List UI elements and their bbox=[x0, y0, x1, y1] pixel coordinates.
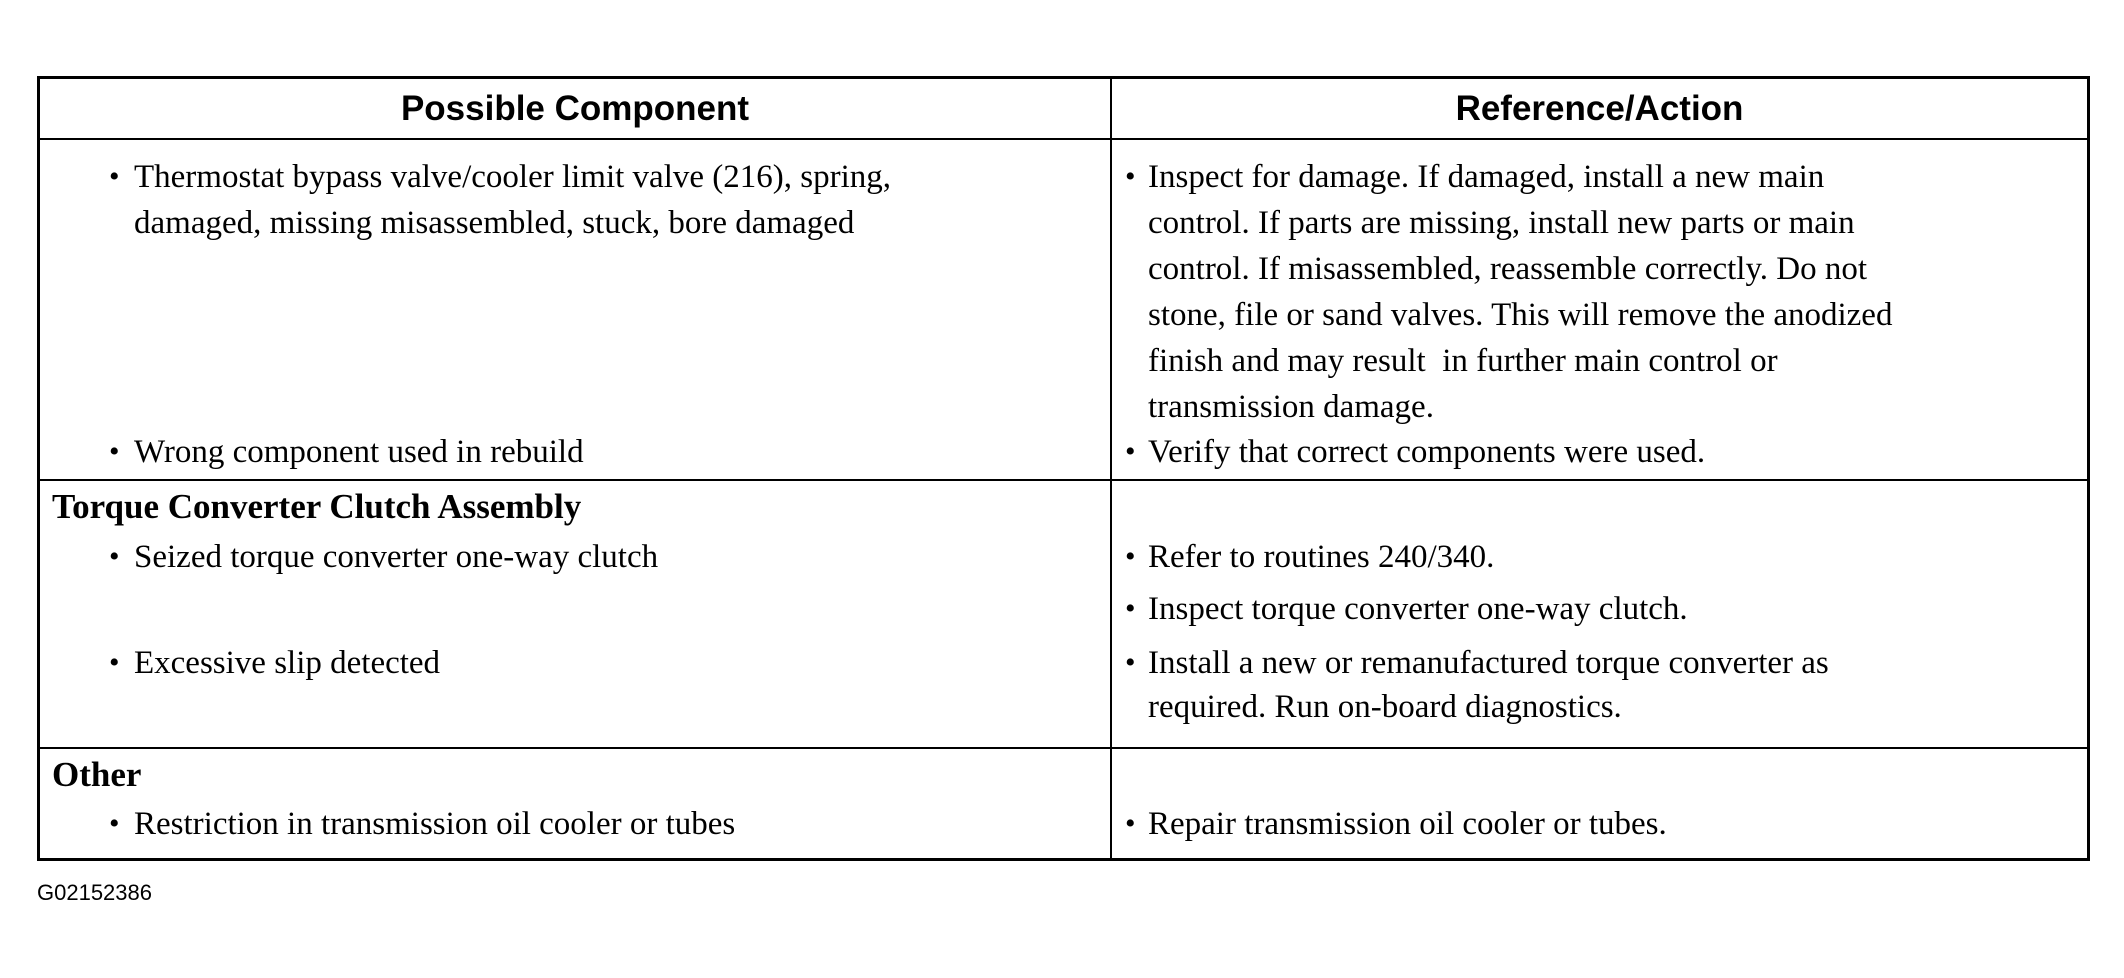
bullet-glyph: • bbox=[1125, 592, 1136, 625]
component-text: Seized torque converter one-way clutch bbox=[134, 539, 659, 575]
action-text: Verify that correct components were used. bbox=[1148, 434, 1706, 470]
bullet-glyph: • bbox=[109, 807, 120, 840]
action-text: Repair transmission oil cooler or tubes. bbox=[1148, 806, 1667, 842]
action-text: Inspect for damage. If damaged, install a new main bbox=[1148, 159, 1825, 195]
header-reference-action: Reference/Action bbox=[1455, 89, 1744, 128]
section-divider-torque bbox=[40, 479, 2087, 481]
action-text: finish and may result in further main control or bbox=[1148, 343, 1778, 379]
bullet-glyph: • bbox=[109, 646, 120, 679]
action-text: Inspect torque converter one-way clutch. bbox=[1148, 591, 1688, 627]
section-title-other: Other bbox=[52, 755, 142, 794]
diagnostic-table bbox=[37, 76, 2090, 861]
component-text: Excessive slip detected bbox=[134, 645, 441, 681]
header-possible-component: Possible Component bbox=[400, 89, 750, 128]
column-divider bbox=[1110, 79, 1112, 858]
bullet-glyph: • bbox=[1125, 646, 1136, 679]
bullet-glyph: • bbox=[109, 160, 120, 193]
bullet-glyph: • bbox=[1125, 540, 1136, 573]
component-text: Wrong component used in rebuild bbox=[134, 434, 584, 470]
action-text: transmission damage. bbox=[1148, 389, 1434, 425]
component-text: Thermostat bypass valve/cooler limit valve (216), spring, bbox=[134, 159, 891, 195]
action-text: control. If misassembled, reassemble correctly. Do not bbox=[1148, 251, 1868, 287]
action-text: required. Run on-board diagnostics. bbox=[1148, 689, 1622, 725]
section-divider-other bbox=[40, 747, 2087, 749]
section-title-torque-converter: Torque Converter Clutch Assembly bbox=[52, 487, 582, 526]
action-text: stone, file or sand valves. This will remove the anodized bbox=[1148, 297, 1893, 333]
bullet-glyph: • bbox=[109, 540, 120, 573]
figure-id: G02152386 bbox=[37, 880, 152, 905]
bullet-glyph: • bbox=[1125, 160, 1136, 193]
action-text: Install a new or remanufactured torque converter as bbox=[1148, 645, 1829, 681]
bullet-glyph: • bbox=[109, 435, 120, 468]
bullet-glyph: • bbox=[1125, 807, 1136, 840]
action-text: Refer to routines 240/340. bbox=[1148, 539, 1495, 575]
action-text: control. If parts are missing, install new parts or main bbox=[1148, 205, 1855, 241]
bullet-glyph: • bbox=[1125, 435, 1136, 468]
component-text: damaged, missing misassembled, stuck, bore damaged bbox=[134, 205, 855, 241]
component-text: Restriction in transmission oil cooler or tubes bbox=[134, 806, 736, 842]
